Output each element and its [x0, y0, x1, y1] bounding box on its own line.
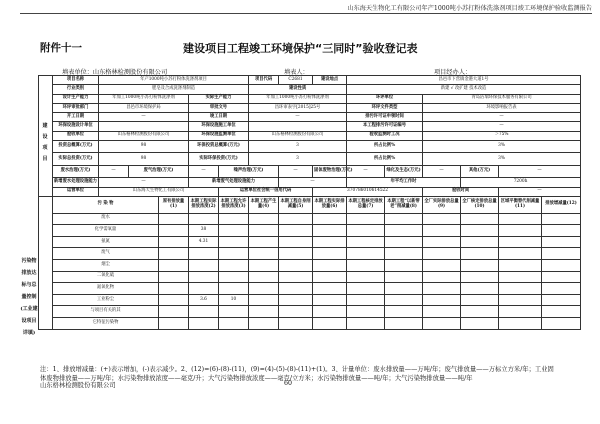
cell [189, 271, 219, 283]
cell [423, 317, 461, 329]
side-label-line: 排放达 [21, 270, 37, 276]
cell [385, 271, 423, 283]
page-title: 建设项目工程竣工环境保护“三同时”验收登记表 [183, 42, 418, 55]
header-rule [20, 13, 592, 14]
cell: 昌邑市下营镇金港大道1号 [347, 76, 581, 85]
cell [159, 260, 189, 272]
cell: — [279, 165, 313, 177]
cell [279, 283, 313, 295]
table-row [39, 85, 581, 94]
cell [279, 248, 313, 260]
cell [279, 306, 313, 318]
cell: 年加工1000吨小苏打粉体洗涤剂 [249, 94, 347, 103]
column-header: 全厂核定排放总量(10) [461, 196, 499, 213]
cell [461, 271, 499, 283]
table-row [39, 236, 581, 248]
table-row [39, 113, 581, 122]
cell: 排污许可证申领时间 [347, 113, 423, 122]
cell: 新增废气处理设施能力 [189, 178, 279, 187]
column-header: 本期工程核定排放总量(7) [347, 196, 385, 213]
cell: — [99, 165, 129, 177]
cell: 运营单位 [53, 187, 99, 196]
cell [219, 213, 249, 225]
cell [189, 213, 219, 225]
cell [279, 236, 313, 248]
running-header: 山东海天生物化工有限公司年产1000吨小苏打粉体洗涤剂项目竣工环境保护验收监测报告 [347, 5, 592, 12]
pollutant-name: 废水 [53, 213, 159, 225]
cell [249, 306, 279, 318]
table-row [39, 294, 581, 306]
table-row [39, 196, 581, 213]
cell [423, 225, 461, 237]
cell: 38 [189, 225, 219, 237]
pollutant-name: 工业粉尘 [53, 294, 159, 306]
side-label-line: 污染物 [21, 258, 37, 264]
column-header: 本期工程自身削减量(5) [279, 196, 313, 213]
column-header: 全厂实际排放总量(9) [423, 196, 461, 213]
cell [347, 225, 385, 237]
cell: 环保设施设计单位 [53, 122, 99, 131]
cell [279, 294, 313, 306]
cell: 98 [99, 153, 189, 165]
cell: 山东海天生物化工有限公司 [99, 187, 219, 196]
cell [219, 317, 249, 329]
cell [542, 248, 581, 260]
cell: 实际环保投资(万元) [189, 153, 249, 165]
cell [461, 306, 499, 318]
cell: 验收单位 [53, 131, 99, 140]
cell: 年产1000吨小苏打粉体洗涤剂项目 [99, 76, 249, 85]
cell [423, 260, 461, 272]
cell: 3 [249, 141, 347, 153]
pollutant-name: 它特征污染物 [53, 317, 159, 329]
table-row [39, 178, 581, 187]
column-header: 本期工程实际排放量(6) [313, 196, 347, 213]
cell [249, 225, 279, 237]
cell: — [423, 122, 581, 131]
cell [219, 236, 249, 248]
cell: 实际总投资(万元) [53, 153, 99, 165]
table-row [39, 225, 581, 237]
column-header: 原有排放量(1) [159, 196, 189, 213]
cell: — [249, 113, 347, 122]
cell: 年平均工作时 [347, 178, 461, 187]
side-label-line: 详填) [22, 330, 36, 336]
cell [249, 260, 279, 272]
cell [249, 317, 279, 329]
page-number: 60 [284, 380, 293, 387]
footer-company: 山东格林检测股份有限公司 [40, 382, 116, 389]
cell [499, 306, 542, 318]
cell [499, 248, 542, 260]
cell: 废水治理(万元) [53, 165, 99, 177]
cell: — [499, 187, 581, 196]
cell [219, 283, 249, 295]
cell [189, 317, 219, 329]
cell: 370786010614522 [313, 187, 423, 196]
cell [159, 213, 189, 225]
cell [219, 260, 249, 272]
table-row [39, 283, 581, 295]
cell [423, 283, 461, 295]
cell: 建设性质 [249, 85, 347, 94]
cell [347, 236, 385, 248]
cell: 年加工1000吨小苏打粉体洗涤剂 [99, 94, 189, 103]
cell [542, 283, 581, 295]
cell: — [279, 178, 347, 187]
cell: 环保投资总概算(万元) [189, 141, 249, 153]
cell: 所占比例% [347, 141, 423, 153]
cell [249, 283, 279, 295]
cell [159, 294, 189, 306]
cell [189, 248, 219, 260]
pollutant-name: 与项目有关的其 [53, 306, 159, 318]
cell: — [99, 113, 189, 122]
cell: 验收时间 [423, 187, 499, 196]
cell [313, 225, 347, 237]
cell: 新建 √ 改扩建 技术改造 [347, 85, 581, 94]
cell: 所占比例% [347, 153, 423, 165]
cell [499, 294, 542, 306]
cell [461, 225, 499, 237]
cell [461, 260, 499, 272]
cell: 噪声治理(万元) [219, 165, 279, 177]
side-label-construction: 建 设 项 目 [42, 123, 48, 162]
table-row [39, 248, 581, 260]
table-row [39, 306, 581, 318]
cell [423, 248, 461, 260]
cell [347, 248, 385, 260]
cell: 投资总概算(万元) [53, 141, 99, 153]
cell: 运营单位社会统一信用代码 [219, 187, 313, 196]
cell [542, 225, 581, 237]
cell: 4.31 [189, 236, 219, 248]
cell [461, 248, 499, 260]
cell [159, 271, 189, 283]
fill-person2: 项目经办人： [434, 69, 472, 76]
cell [279, 317, 313, 329]
cell [159, 317, 189, 329]
cell [499, 225, 542, 237]
cell: 固体废物治理(万元) [313, 165, 347, 177]
annex-label: 附件十一 [40, 42, 82, 54]
cell [542, 236, 581, 248]
cell [249, 213, 279, 225]
cell [385, 248, 423, 260]
cell: 环保设施施工单位 [189, 122, 249, 131]
cell [313, 283, 347, 295]
cell [461, 213, 499, 225]
cell: 环保设施监测单位 [189, 131, 249, 140]
cell [385, 236, 423, 248]
cell [423, 294, 461, 306]
column-header: 本期工程实际排放浓度(2) [189, 196, 219, 213]
cell: 新增废水处理设施能力 [53, 178, 99, 187]
cell: 青岛洁瑞环保技术服务有限公司 [423, 94, 581, 103]
cell: 行业类别 [53, 85, 99, 94]
cell: — [347, 165, 385, 177]
column-header: 本期工程“以新带老”削减量(8) [385, 196, 423, 213]
cell [499, 283, 542, 295]
table-row [39, 131, 581, 140]
cell [461, 236, 499, 248]
cell [385, 306, 423, 318]
cell [189, 260, 219, 272]
cell: — [499, 165, 581, 177]
cell [499, 317, 542, 329]
cell [313, 317, 347, 329]
cell [313, 294, 347, 306]
cell [279, 225, 313, 237]
cell: 肥皂及合成洗涤剂制造 [99, 85, 249, 94]
cell [542, 317, 581, 329]
pollutant-name: 二氧化硫 [53, 271, 159, 283]
cell [385, 225, 423, 237]
cell [347, 306, 385, 318]
cell: 开工日期 [53, 113, 99, 122]
cell: 3 [249, 153, 347, 165]
table-row [39, 187, 581, 196]
side-label-line: 标与总 [21, 282, 37, 288]
cell [279, 213, 313, 225]
cell [159, 248, 189, 260]
side-cell [39, 196, 53, 329]
cell: 验收监测时工况 [347, 131, 423, 140]
cell [347, 283, 385, 295]
column-header: 本期工程产生量(4) [249, 196, 279, 213]
cell [189, 283, 219, 295]
cell: 废气治理(万元) [129, 165, 189, 177]
cell: — [99, 178, 189, 187]
table-row [39, 94, 581, 103]
cell [279, 271, 313, 283]
column-header: 污 染 物 [53, 196, 159, 213]
cell [347, 317, 385, 329]
cell: 环评文件类型 [347, 103, 423, 112]
cell: 实际生产能力 [189, 94, 249, 103]
table-row [39, 153, 581, 165]
cell [249, 122, 347, 131]
cell [159, 283, 189, 295]
cell: 审批文号 [189, 103, 249, 112]
cell [385, 283, 423, 295]
cell [279, 260, 313, 272]
cell: 项目名称 [53, 76, 99, 85]
side-label-line: (工业建 [20, 306, 38, 312]
cell [499, 213, 542, 225]
column-header: 本期工程允许排放浓度(3) [219, 196, 249, 213]
cell [542, 294, 581, 306]
cell: 7200h [461, 178, 581, 187]
cell [347, 260, 385, 272]
cell [542, 260, 581, 272]
cell: 环评单位 [347, 94, 423, 103]
cell: 其他(万元) [461, 165, 499, 177]
cell: C2681 [279, 76, 313, 85]
cell [499, 236, 542, 248]
table-row [39, 103, 581, 112]
cell: ＞75% [423, 131, 581, 140]
footnote: 注：1、排放增减量：(+)表示增加，(-)表示减少。2、(12)=(6)-(8)-(11)，(9)=(4)-(5)-(8)-(11)+(1)。3、计量单位：废水排放量——万吨/年；废气排放量——万标立方米/年；工业固体废物排放量——万吨/年；水污染物排放浓度——毫克/升；大气污染物排放浓度——毫克/立方米；水污染物排放量——吨/年；大气污染物排放量——吨/年 [40, 366, 554, 382]
cell [249, 236, 279, 248]
column-header: 排放增减量(12) [542, 196, 581, 213]
cell [313, 271, 347, 283]
cell: 98 [99, 141, 189, 153]
cell [385, 317, 423, 329]
side-cell [39, 76, 53, 197]
cell: 环评审批部门 [53, 103, 99, 112]
cell [219, 271, 249, 283]
cell: 3% [423, 141, 581, 153]
cell [189, 306, 219, 318]
cell [461, 283, 499, 295]
registration-table [38, 75, 581, 330]
side-label-pollutants [20, 255, 38, 339]
cell [385, 260, 423, 272]
cell [313, 260, 347, 272]
cell: 绿化及生态(万元) [385, 165, 423, 177]
cell [542, 271, 581, 283]
cell [99, 122, 189, 131]
fill-unit: 填表单位：山东格林检测股份有限公司 [62, 69, 168, 76]
cell [461, 317, 499, 329]
pollutant-name: 废气 [53, 248, 159, 260]
cell [461, 294, 499, 306]
cell: 建设地点 [313, 76, 347, 85]
cell [499, 260, 542, 272]
pollutant-name: 氮氧化物 [53, 283, 159, 295]
cell: 本工程排污许可证编号 [347, 122, 423, 131]
cell: 项目代码 [249, 76, 279, 85]
table-row [39, 317, 581, 329]
cell [219, 248, 249, 260]
cell: 3.6 [189, 294, 219, 306]
cell [499, 271, 542, 283]
cell: 环境影响报告表 [423, 103, 581, 112]
cell [385, 294, 423, 306]
table-row [39, 165, 581, 177]
cell [423, 213, 461, 225]
cell [347, 213, 385, 225]
column-header: 区域平衡替代削减量(11) [499, 196, 542, 213]
cell [385, 213, 423, 225]
cell: — [423, 165, 461, 177]
cell: 3% [423, 153, 581, 165]
cell [159, 236, 189, 248]
cell [542, 306, 581, 318]
cell [249, 271, 279, 283]
cell [313, 213, 347, 225]
cell [159, 225, 189, 237]
cell [542, 213, 581, 225]
cell: 10 [219, 294, 249, 306]
cell: 昌环审表字[2015]25号 [249, 103, 347, 112]
cell [347, 271, 385, 283]
side-label-line: 设项目 [21, 318, 37, 324]
table-row [39, 122, 581, 131]
table-row [39, 141, 581, 153]
cell [347, 294, 385, 306]
cell: 山东格林检测股份有限公司 [99, 131, 189, 140]
cell [219, 306, 249, 318]
table-row [39, 76, 581, 85]
cell [249, 248, 279, 260]
pollutant-name: 烟尘 [53, 260, 159, 272]
cell: 竣工日期 [189, 113, 249, 122]
cell [313, 236, 347, 248]
cell [313, 248, 347, 260]
pollutant-name: 氨氮 [53, 236, 159, 248]
table-row [39, 213, 581, 225]
cell [219, 225, 249, 237]
cell [423, 306, 461, 318]
cell: 昌邑市环境保护局 [99, 103, 189, 112]
cell [249, 294, 279, 306]
cell: 山东格林检测股份有限公司 [249, 131, 347, 140]
table-row [39, 271, 581, 283]
fill-person: 填表人： [284, 69, 309, 76]
cell [423, 236, 461, 248]
side-label-line: 量控制 [21, 294, 37, 300]
cell [159, 306, 189, 318]
cell: — [423, 113, 581, 122]
table-row [39, 260, 581, 272]
cell [423, 271, 461, 283]
pollutant-name: 化学需氧量 [53, 225, 159, 237]
cell: — [189, 165, 219, 177]
cell: 设计生产能力 [53, 94, 99, 103]
cell [313, 306, 347, 318]
